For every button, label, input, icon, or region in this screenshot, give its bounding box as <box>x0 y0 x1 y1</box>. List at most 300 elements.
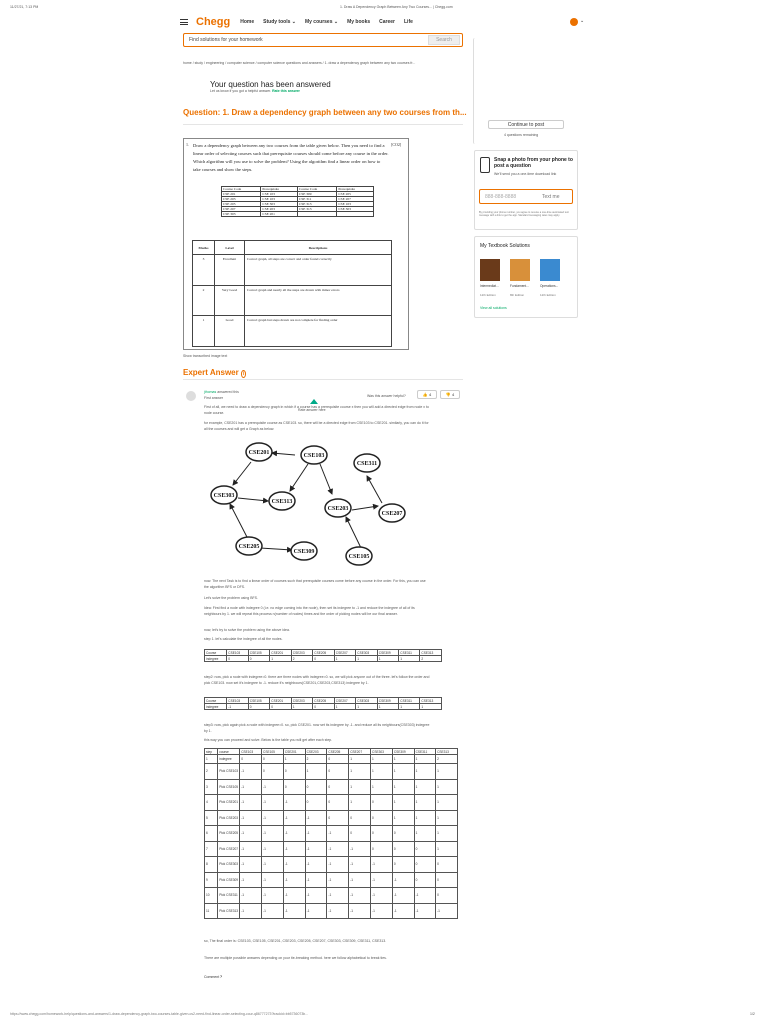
table-header-cell: Prerequisite <box>261 187 298 192</box>
table-cell: 3 <box>193 255 215 286</box>
table-cell: 2 <box>420 656 442 662</box>
table-cell: Very Good <box>215 285 245 316</box>
table-cell: Pick CSE313 <box>218 903 240 919</box>
table-cell: Correct graph but steps drawn are not complete for finding order <box>245 316 392 347</box>
thumbs-down-count: 4 <box>451 392 455 397</box>
table-cell: CSE 203 <box>261 207 298 212</box>
table-cell: -1 <box>240 826 262 842</box>
textbook-item[interactable] <box>510 259 538 297</box>
table-cell: -1 <box>349 872 371 888</box>
questions-remaining: 4 questions remaining <box>504 133 539 137</box>
table-cell: Course <box>205 650 227 656</box>
table-cell: 0 <box>392 857 414 873</box>
table-cell: 1 <box>436 826 458 842</box>
table-cell: CSE 205 <box>222 202 261 207</box>
table-cell: 0 <box>327 779 349 795</box>
snap-panel <box>474 150 578 230</box>
graph-node-label: CSE105 <box>348 554 370 560</box>
table-cell: -1 <box>305 903 327 919</box>
answer-p4: Let's solve the problem using BFS. <box>204 596 258 600</box>
chevron-down-icon: ⌄ <box>333 19 339 25</box>
table-cell: CSE 103 <box>261 197 298 202</box>
textbook-panel <box>474 236 578 318</box>
table-cell: Course <box>205 698 227 704</box>
answer-p8: step2: now, pick a node with indegree=0. there are three nodes with indegree=0. so, we will pick anyone out of the three. let's follow the order and pick CSE103. now set it's indegree to -1. reduce it's neighbours(CSE201,CSE203,CSE313) indegree by 1. <box>204 675 430 685</box>
table-cell: -1 <box>283 810 305 826</box>
nav-study-tools[interactable] <box>263 19 296 25</box>
table-cell: CSE 309 <box>297 192 336 197</box>
table-cell: -1 <box>371 888 393 904</box>
phone-input[interactable] <box>479 189 573 204</box>
phone-icon <box>480 157 490 173</box>
table-cell: 0 <box>436 888 458 904</box>
table-cell: 0 <box>349 810 371 826</box>
table-cell: 1 <box>349 764 371 780</box>
table-cell: 0 <box>414 841 435 857</box>
view-all-solutions-link[interactable]: View all solutions <box>480 306 507 310</box>
top-nav <box>180 12 590 32</box>
table-cell: CSE205 <box>313 650 335 656</box>
table-row <box>205 903 458 919</box>
question-text: Draw a dependency graph between any two courses from the table given below. Then you need to find a linear order of selecting courses such that prerequisite courses should come before any course in the order. Which algorithm will you use to solve the problem? Using the algorithm find a linear order on how to take courses and show the steps. <box>193 143 389 172</box>
table-cell: 3 <box>205 779 218 795</box>
edge-103-203 <box>320 464 332 494</box>
breadcrumb[interactable]: home / study / engineering / computer science / computer science questions and answers / 1. draw a dependency graph between any two courses fr... <box>183 61 416 65</box>
expert-answer-heading <box>183 368 246 377</box>
answer-p11: so, The final order is: CSE103, CSE105, CSE201, CSE203, CSE205, CSE207, CSE303, CSE309, CSE311, CSE313. <box>204 939 387 943</box>
table-header-cell: CSE103 <box>240 749 262 755</box>
table-cell: 0 <box>270 704 292 710</box>
table-cell: -1 <box>262 779 284 795</box>
snap-sub: We'll send you a one-time download link <box>494 172 557 176</box>
continue-to-post-button[interactable]: Continue to post <box>488 120 564 129</box>
table-cell: Pick CSE303 <box>218 857 240 873</box>
table-cell: 2 <box>436 755 458 764</box>
table-cell: -1 <box>414 903 435 919</box>
phone-placeholder: 888-888-8888 <box>485 194 517 200</box>
table-cell: 0 <box>327 810 349 826</box>
avatar <box>186 391 196 401</box>
table-header-cell: CSE309 <box>392 749 414 755</box>
table-cell: CSE303 <box>356 698 378 704</box>
table-cell: 1 <box>193 316 215 347</box>
chevron-down-icon[interactable]: ⌄ <box>580 18 585 24</box>
table-cell: CSE105 <box>248 698 270 704</box>
table-cell: 0 <box>371 826 393 842</box>
table-cell: indegree <box>218 755 240 764</box>
table-cell: CSE313 <box>420 650 442 656</box>
table-cell: 1 <box>414 810 435 826</box>
print-url: https://www.chegg.com/homework-help/questions-and-answers/1-draw-dependency-graph-two-courses-table-given-cs2-need-find-linear-order-selecting-cour-q86777273?trackid=bb5736073b... <box>10 1012 309 1016</box>
table-cell: -1 <box>414 888 435 904</box>
nav-career[interactable]: Career <box>379 19 395 25</box>
table-cell: CSE207 <box>334 698 356 704</box>
table-cell: Pick CSE205 <box>218 826 240 842</box>
question-number: 1. <box>186 142 189 147</box>
table-cell: Pick CSE201 <box>218 795 240 811</box>
table-cell: 1 <box>399 656 420 662</box>
answer-p1: First of all, we need to draw a dependency graph in which if a course has a prerequisite course x then you will add a directed edge from node x to node course. <box>204 405 429 415</box>
table-cell: CSE207 <box>334 650 356 656</box>
graph-node-label: CSE311 <box>356 461 378 467</box>
answer-p7: step 1. let's calculate the indegree of all the nodes. <box>204 637 283 641</box>
post-panel <box>473 38 578 144</box>
chevron-down-icon: ⌄ <box>291 19 296 25</box>
book-edition: 12th Edition <box>480 293 496 297</box>
table-cell: 1 <box>305 764 327 780</box>
table-cell: 0 <box>414 857 435 873</box>
table-cell: 1 <box>436 841 458 857</box>
table-row <box>193 316 392 347</box>
nav-study-tools-label: Study tools <box>263 19 291 25</box>
indegree-table-2 <box>204 697 442 710</box>
table-row <box>205 810 458 826</box>
table-cell: -1 <box>240 810 262 826</box>
table-cell: 2 <box>291 656 313 662</box>
table-cell: -1 <box>240 857 262 873</box>
table-cell: 0 <box>240 755 262 764</box>
textbook-item[interactable] <box>540 259 568 297</box>
table-cell: Pick CSE311 <box>218 888 240 904</box>
first-answer-badge: First answer <box>204 396 224 400</box>
table-cell: indegree <box>205 704 227 710</box>
table-header-cell: CSE311 <box>414 749 435 755</box>
info-icon[interactable]: i <box>242 371 245 377</box>
answered-sub-text: Let us know if you got a helpful answer. <box>210 89 272 93</box>
table-cell: -1 <box>262 810 284 826</box>
table-cell: 11 <box>205 903 218 919</box>
table-cell: -1 <box>327 826 349 842</box>
table-header-cell: CSE201 <box>283 749 305 755</box>
answer-p5: Idea: First find a node with indegree 0 (i.e. no edge coming into the node), then set its indegree to -1 and reduce the indegree of all of its neighbours by 1. we will repeat this process n(number of nodes) times and the order of picking nodes will be our final answer. <box>204 606 415 616</box>
table-cell: CSE303 <box>356 650 378 656</box>
table-cell: 0 <box>313 656 335 662</box>
table-row <box>205 857 458 873</box>
table-cell: CSE103 <box>227 650 249 656</box>
comment-label: Comment <box>204 975 220 979</box>
table-cell: -1 <box>371 857 393 873</box>
graph-node-label: CSE309 <box>293 549 315 555</box>
edge-205-309 <box>260 548 292 550</box>
print-date: 11/27/21, 7:13 PM <box>10 5 39 9</box>
indegree-table-1 <box>204 649 442 662</box>
table-header-cell: Level <box>215 241 245 255</box>
helpful-prompt: Was this answer helpful? <box>367 394 406 398</box>
answer-p2: for example, CSE201 has a prerequisite course as CSE103. so, there will be a directed edge from CSE103 to CSE201. similarly, you can do it for all the courses and will get a Graph as below. <box>204 421 429 431</box>
chegg-logo[interactable]: Chegg <box>196 16 231 28</box>
answer-p12: There are multiple possible answers depending on your tie-breaking method. here we follow alphabetical to break ties. <box>204 956 387 960</box>
table-cell: CSE 103 <box>261 192 298 197</box>
table-cell: -1 <box>327 857 349 873</box>
table-cell: -1 <box>240 779 262 795</box>
graph-node-label: CSE201 <box>248 450 270 456</box>
table-cell: -1 <box>392 903 414 919</box>
edge-303-313 <box>238 498 268 501</box>
table-cell: 1 <box>356 704 378 710</box>
nav-my-courses[interactable] <box>305 19 338 25</box>
table-row <box>193 285 392 316</box>
nav-my-courses-label: My courses <box>304 19 333 25</box>
table-cell: 9 <box>205 872 218 888</box>
table-cell: 1 <box>392 795 414 811</box>
book-cover <box>480 259 500 281</box>
table-cell: CSE201 <box>270 650 292 656</box>
edge-207-311 <box>367 476 382 503</box>
table-cell: indegree <box>205 656 227 662</box>
comment-link[interactable] <box>204 974 222 980</box>
table-cell: -1 <box>305 888 327 904</box>
print-page: 1/2 <box>750 1012 755 1016</box>
table-cell: 2 <box>205 764 218 780</box>
table-cell: 1 <box>334 656 356 662</box>
search-button[interactable]: Search <box>428 35 460 45</box>
thumbs-up-count: 4 <box>428 392 432 397</box>
table-cell: 0 <box>371 810 393 826</box>
table-cell: -1 <box>283 857 305 873</box>
table-cell: 1 <box>392 810 414 826</box>
table-row <box>205 656 442 662</box>
answer-p6: now, let's try to solve the problem using the above idea. <box>204 628 290 632</box>
table-row <box>205 795 458 811</box>
table-header-cell: Prerequisite <box>337 187 374 192</box>
table-header-cell: course <box>218 749 240 755</box>
edge-201-303 <box>233 462 251 485</box>
answer-p3: now. The next Task is to find a linear order of courses such that prerequisite courses come before any course in the order. For this, you can use the algorithm BFS or DFS. <box>204 579 426 589</box>
graph-node-label: CSE203 <box>327 506 349 512</box>
table-header-cell: CSE303 <box>371 749 393 755</box>
thumbs-up-icon: 👍 <box>422 392 428 397</box>
table-cell: -1 <box>371 903 393 919</box>
table-cell: 4 <box>205 795 218 811</box>
table-cell: 1 <box>414 826 435 842</box>
table-cell: -1 <box>349 857 371 873</box>
edge-103-313 <box>290 464 308 491</box>
table-cell: 0 <box>392 841 414 857</box>
nav-my-books[interactable]: My books <box>347 19 371 25</box>
table-cell: 10 <box>205 888 218 904</box>
table-cell: -1 <box>262 826 284 842</box>
table-cell: 2 <box>193 285 215 316</box>
table-cell: 1 <box>377 656 399 662</box>
graph-node-label: CSE103 <box>303 453 325 459</box>
table-cell: Pick CSE309 <box>218 872 240 888</box>
legal-text: By providing your phone number, you agree to receive a one-time automated text message with a link to get the app. Standard messaging rates may apply. <box>479 211 569 218</box>
search-input[interactable]: Find solutions for your homework <box>183 33 463 47</box>
snap-title: Snap a photo from your phone to post a question <box>494 157 573 169</box>
table-cell: -1 <box>305 872 327 888</box>
table-cell: CSE103 <box>227 698 249 704</box>
table-cell: CSE 303 <box>261 202 298 207</box>
table-cell: -1 <box>283 826 305 842</box>
table-cell: -1 <box>305 841 327 857</box>
graph-node-label: CSE205 <box>238 544 260 550</box>
divider <box>183 124 463 125</box>
table-cell: 0 <box>436 857 458 873</box>
nav-home[interactable]: Home <box>240 19 255 25</box>
book-cover <box>540 259 560 281</box>
table-cell: 0 <box>283 764 305 780</box>
table-cell: CSE 201 <box>222 192 261 197</box>
table-cell: 0 <box>305 779 327 795</box>
table-cell: 1 <box>414 764 435 780</box>
course-table <box>221 186 374 217</box>
table-cell: 1 <box>270 656 292 662</box>
thumbs-down-button[interactable] <box>440 390 460 399</box>
table-cell: -1 <box>262 888 284 904</box>
rubric-table <box>192 240 392 347</box>
table-cell: 0 <box>283 779 305 795</box>
table-cell: -1 <box>392 888 414 904</box>
table-header-cell: Marks <box>193 241 215 255</box>
table-header-cell: CSE313 <box>436 749 458 755</box>
table-cell: -1 <box>349 888 371 904</box>
table-cell: -1 <box>305 826 327 842</box>
textbook-title: My Textbook Solutions <box>480 243 530 249</box>
table-cell: -1 <box>240 903 262 919</box>
table-cell: 2 <box>305 755 327 764</box>
edge-205-303 <box>230 504 248 539</box>
table-cell: 0 <box>327 795 349 811</box>
edge-105-203 <box>346 517 361 548</box>
table-cell: -1 <box>240 764 262 780</box>
table-cell: 7 <box>205 841 218 857</box>
table-cell: 1 <box>371 764 393 780</box>
answer-p10: this way you can proceed and solve. Below is the table you will get after each step. <box>204 738 333 742</box>
table-cell: -1 <box>327 841 349 857</box>
graph-node-label: CSE207 <box>381 511 403 517</box>
table-row <box>205 764 458 780</box>
answerer-meta: answered this <box>217 390 239 394</box>
table-cell: Correct graph and nearly all the steps are drawn with minor errors <box>245 285 392 316</box>
expert-answer-label: Expert Answer <box>183 368 239 377</box>
table-cell: -1 <box>327 872 349 888</box>
table-cell: Pick CSE203 <box>218 810 240 826</box>
table-cell: -1 <box>283 795 305 811</box>
answerer-name[interactable]: jthomas <box>204 390 217 394</box>
table-row <box>205 872 458 888</box>
table-cell: CSE 303 <box>222 212 261 217</box>
table-cell: CSE203 <box>291 650 313 656</box>
question-image <box>183 138 409 350</box>
table-header-cell: step <box>205 749 218 755</box>
table-cell: 1 <box>436 764 458 780</box>
table-cell: 1 <box>205 755 218 764</box>
table-cell: -1 <box>262 903 284 919</box>
answer-p9: step3: now, pick again pick a node with indegree=0. so, pick CSE201. now set its indegree by -1. and reduce all its neighbours(CSE303) indegree by 1. <box>204 723 430 733</box>
table-cell: 1 <box>349 795 371 811</box>
table-cell: 1 <box>436 795 458 811</box>
dependency-graph <box>204 438 414 570</box>
table-cell: 1 <box>371 779 393 795</box>
book-title: Operations... <box>540 284 559 288</box>
textbook-item[interactable] <box>480 259 508 297</box>
table-cell: 1 <box>356 656 378 662</box>
table-cell: -1 <box>262 841 284 857</box>
table-cell: CSE203 <box>291 698 313 704</box>
table-cell: 1 <box>399 704 420 710</box>
table-cell: 1 <box>392 755 414 764</box>
table-cell: 1 <box>414 779 435 795</box>
table-row <box>193 255 392 286</box>
table-cell: 0 <box>248 704 270 710</box>
table-cell: Excellent <box>215 255 245 286</box>
table-cell: 0 <box>327 764 349 780</box>
table-cell: 1 <box>420 704 442 710</box>
table-cell: CSE 205 <box>337 192 374 197</box>
table-cell: -1 <box>240 841 262 857</box>
table-cell: CSE 303 <box>337 207 374 212</box>
table-cell: CSE 207 <box>222 207 261 212</box>
table-row <box>205 888 458 904</box>
table-cell <box>297 212 336 217</box>
table-cell: 1 <box>349 779 371 795</box>
table-cell: 1 <box>436 779 458 795</box>
table-cell: CSE 203 <box>222 197 261 202</box>
table-cell <box>337 212 374 217</box>
thumbs-down-icon: 👎 <box>445 392 451 397</box>
table-cell: 0 <box>436 872 458 888</box>
table-cell: 1 <box>414 755 435 764</box>
table-cell: 0 <box>262 755 284 764</box>
table-cell: -1 <box>349 841 371 857</box>
table-row <box>205 755 458 764</box>
table-cell: CSE 313 <box>297 202 336 207</box>
rate-answer-link[interactable]: Rate this answer <box>272 89 300 93</box>
menu-icon[interactable] <box>180 19 188 25</box>
table-cell: -1 <box>283 903 305 919</box>
table-cell: -1 <box>349 903 371 919</box>
table-cell: 1 <box>392 779 414 795</box>
text-me-button[interactable]: Text me <box>542 194 560 200</box>
rate-tooltip: Rate answer here <box>298 408 326 412</box>
table-cell: -1 <box>283 841 305 857</box>
table-cell: CSE311 <box>399 698 420 704</box>
divider <box>183 379 463 380</box>
show-transcribed-link[interactable]: Show transcribed image text <box>183 354 228 358</box>
table-cell: Correct graph, all steps are correct and order found correctly <box>245 255 392 286</box>
table-cell: 0 <box>313 704 335 710</box>
table-cell: 1 <box>392 764 414 780</box>
table-cell: CSE311 <box>399 650 420 656</box>
table-row <box>205 841 458 857</box>
thumbs-up-button[interactable] <box>417 390 437 399</box>
table-cell: -1 <box>327 888 349 904</box>
table-row <box>205 826 458 842</box>
table-row <box>222 212 374 217</box>
table-cell: CSE 207 <box>337 197 374 202</box>
table-cell: 1 <box>371 755 393 764</box>
table-cell: -1 <box>305 810 327 826</box>
table-header-cell: CSE105 <box>262 749 284 755</box>
table-cell: -1 <box>240 872 262 888</box>
chevron-right-icon: › <box>220 974 223 980</box>
graph-node-label: CSE313 <box>271 499 293 505</box>
table-cell: Pick CSE207 <box>218 841 240 857</box>
table-cell: -1 <box>436 903 458 919</box>
book-edition: 8th Edition <box>510 293 525 297</box>
table-cell: -1 <box>327 903 349 919</box>
table-cell: CSE205 <box>313 698 335 704</box>
table-header-cell: CSE203 <box>305 749 327 755</box>
table-cell: 1 <box>349 755 371 764</box>
nav-life[interactable]: Life <box>404 19 413 25</box>
table-cell: 8 <box>205 857 218 873</box>
table-cell: CSE201 <box>270 698 292 704</box>
edge-203-207 <box>352 506 378 510</box>
avatar[interactable] <box>570 18 578 26</box>
table-cell: 0 <box>349 826 371 842</box>
table-cell: 1 <box>291 704 313 710</box>
